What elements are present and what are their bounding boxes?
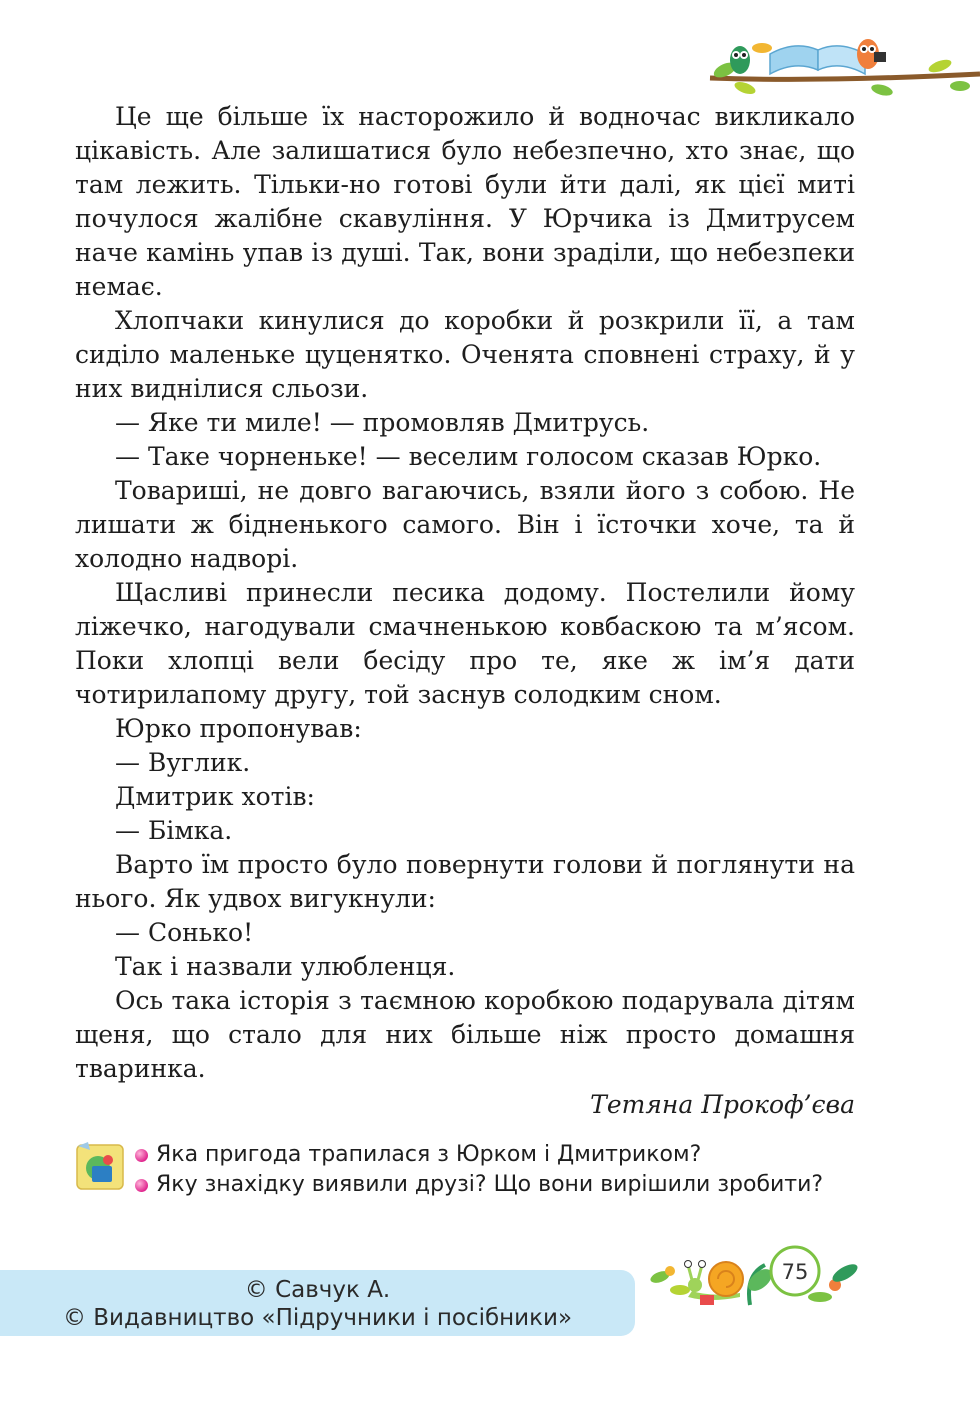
story-paragraph: Щасливі принесли песика додому. Постелили йому ліжечко, нагодували смачненькою ковбаскою та м’ясом. Поки хлопці вели бесіду про те, яке ж ім’я дати чотирилапому другу, той заснув солодким сном. <box>75 578 855 709</box>
story-paragraph: Хлопчаки кинулися до коробки й розкрили її, а там сиділо маленьке цуценятко. Оченята сповнені страху, й у них виднілися сльози. <box>75 306 855 403</box>
branch-owls-book-illustration <box>700 30 980 110</box>
bullet-icon <box>135 1149 148 1162</box>
copyright-author: © Савчук А. <box>244 1277 391 1303</box>
story-paragraph: — Вуглик. <box>115 748 251 777</box>
story-paragraph: Юрко пропонував: <box>115 714 362 743</box>
orange-owl-icon <box>857 39 886 69</box>
question-text: Яку знахідку виявили друзі? Що вони вирішили зробити? <box>156 1172 824 1197</box>
green-owl-icon <box>730 46 750 74</box>
questions-list <box>135 1140 823 1200</box>
story-paragraph: — Таке чорненьке! — веселим голосом сказав Юрко. <box>115 442 822 471</box>
story-paragraph: — Яке ти миле! — промовляв Дмитрусь. <box>115 408 650 437</box>
question-item <box>135 1170 823 1200</box>
question-text: Яка пригода трапилася з Юрком і Дмитриком? <box>156 1142 702 1167</box>
story-author: Тетяна Прокоф’єва <box>590 1090 855 1119</box>
story-paragraph: Варто їм просто було повернути голови й поглянути на нього. Як удвох вигукнули: <box>75 850 855 913</box>
story-paragraph: — Сонько! <box>115 918 254 947</box>
story-text <box>75 100 855 1086</box>
copyright-publisher: © Видавництво «Підручники і посібники» <box>62 1305 573 1331</box>
question-item <box>135 1140 823 1170</box>
page-number: 75 <box>781 1260 809 1284</box>
story-paragraph: Ось така історія з таємною коробкою подарувала дітям щеня, що стало для них більше ніж просто домашня тваринка. <box>75 986 855 1083</box>
story-paragraph: Дмитрик хотів: <box>115 782 315 811</box>
book-icon <box>770 46 865 74</box>
copyright-banner <box>0 1270 635 1336</box>
questions-card-icon <box>74 1140 126 1192</box>
story-paragraph: Так і назвали улюбленця. <box>115 952 456 981</box>
story-paragraph: Це ще більше їх насторожило й водночас викликало цікавість. Але залишатися було небезпечно, хто знає, що там лежить. Тільки-но готові були йти далі, як цієї миті почулося жалібне скавуління. У Юрчика із Дмитрусем наче камінь упав із душі. Так, вони зраділи, що небезпеки немає. <box>75 102 855 301</box>
story-paragraph: Товариші, не довго вагаючись, взяли його з собою. Не лишати ж бідненького самого. Він і їсточки хоче, та й холодно надворі. <box>75 476 855 573</box>
snail-flowers-illustration <box>640 1235 865 1315</box>
story-paragraph: — Бімка. <box>115 816 233 845</box>
bullet-icon <box>135 1179 148 1192</box>
snail-icon <box>685 1261 744 1301</box>
